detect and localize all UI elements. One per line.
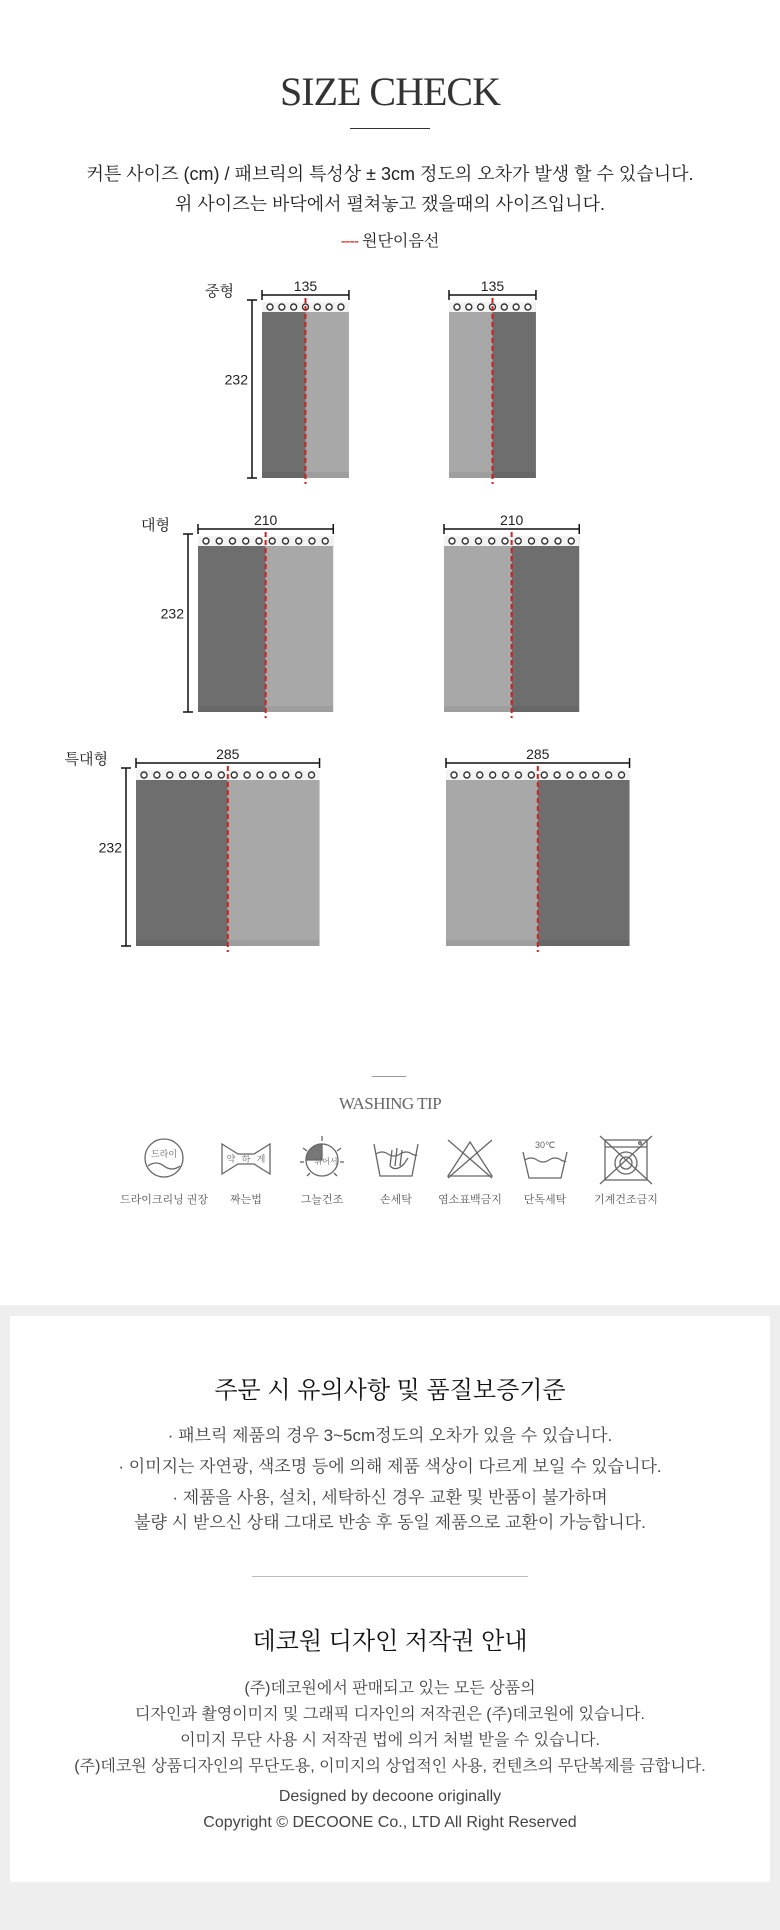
order-notice-line-1: · 패브릭 제품의 경우 3~5cm정도의 오차가 있을 수 있습니다.: [167, 1426, 613, 1445]
curtain-3-size-name: 특대형: [64, 751, 108, 768]
curtain-1-b-ring: [466, 304, 472, 310]
curtain-1-b-ring: [454, 304, 460, 310]
curtain-2-a-ring: [322, 538, 328, 544]
curtain-3-a-ring: [296, 772, 302, 778]
curtain-2-a-right-panel: [266, 536, 334, 712]
wring-icon-text-1: 약: [226, 1154, 236, 1164]
hand-wash-label: 손세탁: [380, 1194, 412, 1206]
washing-tip-title: WASHING TIP: [338, 1094, 442, 1113]
curtain-3-a-ring: [141, 772, 147, 778]
curtain-1-b-ring: [525, 304, 531, 310]
curtain-1-b-width-label: 135: [480, 278, 505, 294]
curtain-3-a-ring: [154, 772, 160, 778]
curtain-2-b-left-panel: [444, 536, 512, 712]
curtain-1-size-name: 중형: [205, 283, 234, 300]
curtain-3-b-ring: [580, 772, 586, 778]
curtain-2-b-width-label: 210: [499, 512, 524, 528]
cut-line-dash: ----: [340, 233, 359, 250]
curtain-1-b-ring: [501, 304, 507, 310]
curtain-3-a-left-panel: [136, 770, 228, 946]
designed-by: Designed by decoone originally: [278, 1788, 502, 1805]
curtain-3-a-ring: [270, 772, 276, 778]
copyright-line-2: 디자인과 촬영이미지 및 그래픽 디자인의 저작권은 (주)데코원에 있습니다.: [135, 1706, 645, 1723]
no-bleach-icon: [448, 1140, 492, 1178]
shade-dry-icon-text: 뉘어서: [314, 1157, 338, 1166]
curtain-1-b-right-panel: [492, 302, 535, 478]
curtain-1-b-left-panel: [449, 302, 492, 478]
curtain-3-b-ring: [464, 772, 470, 778]
curtain-2-b-ring: [568, 538, 574, 544]
hand-wash-icon: [374, 1144, 418, 1176]
curtain-3-a-ring: [167, 772, 173, 778]
curtain-3-a-ring: [257, 772, 263, 778]
size-note-2: 위 사이즈는 바닥에서 펼쳐놓고 쟀을때의 사이즈입니다.: [175, 194, 605, 214]
curtain-3-b-ring: [619, 772, 625, 778]
notice-divider: [252, 1576, 528, 1577]
order-notice-line-4: 불량 시 받으신 상태 그대로 반송 후 동일 제품으로 교환이 가능합니다.: [134, 1513, 646, 1532]
curtain-3-b-ring: [477, 772, 483, 778]
curtain-3-a-ring: [218, 772, 224, 778]
curtain-3-b-ring: [567, 772, 573, 778]
curtain-3-height-label: 232: [98, 839, 122, 856]
curtain-2-b-ring: [542, 538, 548, 544]
wring-label: 짜는법: [230, 1194, 262, 1206]
curtain-2-height-label: 232: [160, 605, 184, 622]
curtain-3-b-ring: [528, 772, 534, 778]
copyright-title: 데코원 디자인 저작권 안내: [252, 1628, 528, 1655]
curtain-3-a-ring: [283, 772, 289, 778]
curtain-1-a-ring: [267, 304, 273, 310]
curtain-1-a-width-label: 135: [293, 278, 318, 294]
curtain-3-a-ring: [193, 772, 199, 778]
curtain-2-b-ring: [449, 538, 455, 544]
copyright-notice: Copyright © DECOONE Co., LTD All Right Reserved: [203, 1814, 577, 1831]
curtain-2-b-ring: [475, 538, 481, 544]
curtain-1-b-ring: [478, 304, 484, 310]
separate-wash-label: 단독세탁: [523, 1194, 567, 1206]
curtain-1-b-ring: [513, 304, 519, 310]
curtain-2-a-ring: [256, 538, 262, 544]
curtain-1-a-ring: [314, 304, 320, 310]
curtain-3-a-right-panel: [228, 770, 320, 946]
shade-dry-icon: [300, 1136, 344, 1176]
curtain-2-a-ring: [296, 538, 302, 544]
curtain-2-b-right-panel: [512, 536, 580, 712]
cut-line-legend: [0, 228, 780, 251]
dry-clean-label: 드라이크리닝 권장: [119, 1194, 209, 1206]
no-machine-dry-icon: [600, 1136, 652, 1184]
curtain-1-a-ring: [291, 304, 297, 310]
curtain-2-b-ring: [462, 538, 468, 544]
curtain-3-b-right-panel: [538, 770, 630, 946]
shade-dry-label: 그늘건조: [300, 1194, 344, 1206]
curtain-1-a-right-panel: [305, 302, 348, 478]
curtain-2-b-ring: [502, 538, 508, 544]
curtain-size-diagram: [0, 262, 780, 972]
separate-wash-icon: [523, 1140, 567, 1178]
curtain-2-b-ring: [489, 538, 495, 544]
copyright-line-1: (주)데코원에서 판매되고 있는 모든 상품의: [244, 1680, 536, 1697]
curtain-3-b-ring: [451, 772, 457, 778]
curtain-3-a-ring: [231, 772, 237, 778]
curtain-3-a-ring: [180, 772, 186, 778]
separate-wash-icon-text: 30℃: [534, 1140, 556, 1150]
washing-icons: [0, 1130, 780, 1190]
wring-icon: [222, 1144, 270, 1174]
curtain-1-a-ring: [326, 304, 332, 310]
copyright-line-4: (주)데코원 상품디자인의 무단도용, 이미지의 상업적인 사용, 컨텐츠의 무단복제를 금합니다.: [74, 1758, 706, 1775]
curtain-3-b-ring: [606, 772, 612, 778]
curtain-1-a-ring: [338, 304, 344, 310]
curtain-2-a-ring: [243, 538, 249, 544]
curtain-3-a-ring: [205, 772, 211, 778]
curtain-3-b-ring: [515, 772, 521, 778]
washing-divider: [372, 1076, 406, 1077]
curtain-2-b-ring: [555, 538, 561, 544]
curtain-3-a-width-label: 285: [216, 746, 240, 762]
title-divider: [350, 128, 430, 129]
curtain-2-a-left-panel: [198, 536, 266, 712]
curtain-3-b-ring: [593, 772, 599, 778]
wring-icon-text-2: 하: [241, 1154, 251, 1164]
no-bleach-label: 염소표백금지: [438, 1194, 502, 1206]
order-notice-title: 주문 시 유의사항 및 품질보증기준: [214, 1377, 566, 1404]
curtain-3-a-ring: [244, 772, 250, 778]
order-notice-line-2: · 이미지는 자연광, 색조명 등에 의해 제품 색상이 다르게 보일 수 있습니다.: [118, 1457, 662, 1476]
curtain-2-a-ring: [269, 538, 275, 544]
curtain-3-b-ring: [503, 772, 509, 778]
curtain-2-b-ring: [515, 538, 521, 544]
curtain-3-b-left-panel: [446, 770, 538, 946]
curtain-2-size-name: 대형: [141, 517, 170, 534]
curtain-1-a-left-panel: [262, 302, 305, 478]
curtain-2-a-ring: [203, 538, 209, 544]
curtain-3-b-ring: [554, 772, 560, 778]
curtain-3-a-ring: [309, 772, 315, 778]
no-machine-dry-label: 기계건조금지: [594, 1194, 658, 1206]
curtain-2-b-ring: [528, 538, 534, 544]
notice-box: [10, 1316, 770, 1882]
size-check-title: SIZE CHECK: [280, 69, 500, 114]
copyright-line-3: 이미지 무단 사용 시 저작권 법에 의거 처벌 받을 수 있습니다.: [180, 1732, 600, 1749]
curtain-2-a-ring: [282, 538, 288, 544]
curtain-2-a-width-label: 210: [253, 512, 278, 528]
curtain-1-height-label: 232: [224, 371, 248, 388]
curtain-2-a-ring: [229, 538, 235, 544]
curtain-2-a-ring: [216, 538, 222, 544]
curtain-3-b-ring: [490, 772, 496, 778]
dry-clean-icon-text: 드라이: [150, 1149, 178, 1159]
curtain-3-b-ring: [541, 772, 547, 778]
order-notice-line-3: · 제품을 사용, 설치, 세탁하신 경우 교환 및 반품이 불가하며: [172, 1488, 608, 1507]
size-note-1: 커튼 사이즈 (cm) / 패브릭의 특성상 ± 3cm 정도의 오차가 발생 할 수 있습니다.: [86, 164, 694, 184]
curtain-1-a-ring: [279, 304, 285, 310]
curtain-3-b-width-label: 285: [526, 746, 550, 762]
cut-line-label: 원단이음선: [362, 233, 440, 250]
wring-icon-text-3: 게: [256, 1154, 266, 1164]
dry-clean-icon: [145, 1139, 183, 1177]
curtain-2-a-ring: [309, 538, 315, 544]
